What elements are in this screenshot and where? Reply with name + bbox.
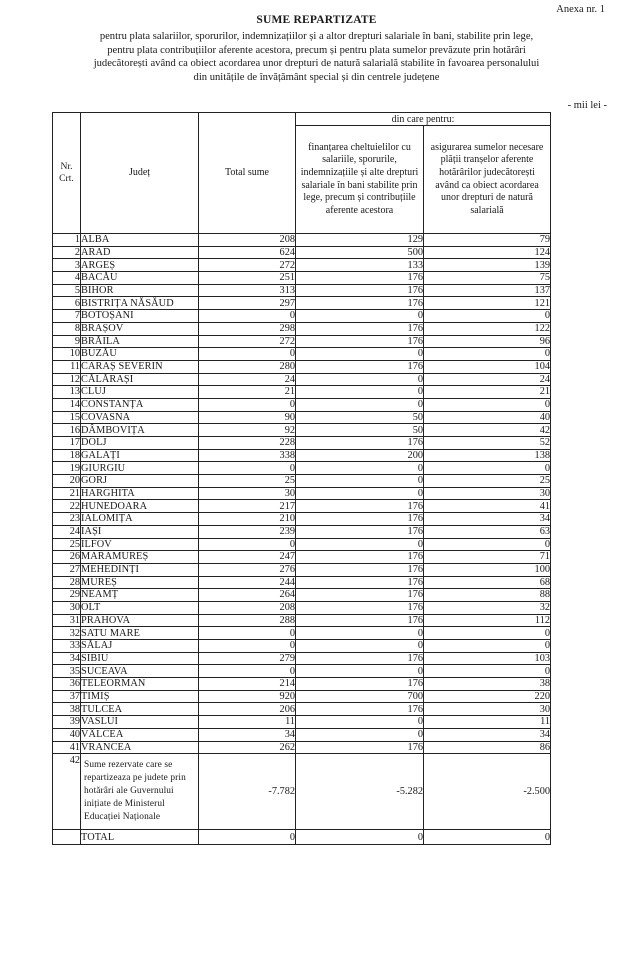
- total-amount: 208: [199, 234, 296, 247]
- court-rulings-amount: 100: [424, 563, 551, 576]
- row-number: 31: [53, 614, 81, 627]
- total-amount: 208: [199, 601, 296, 614]
- allocation-table: [52, 112, 551, 845]
- table-row: [53, 652, 551, 665]
- salary-funding-amount: 176: [296, 360, 424, 373]
- salary-funding-amount: 176: [296, 589, 424, 602]
- row-number: 26: [53, 551, 81, 564]
- table-body: [53, 234, 551, 845]
- row-number: 15: [53, 411, 81, 424]
- row-number: 5: [53, 284, 81, 297]
- salary-funding-amount: 176: [296, 297, 424, 310]
- salary-funding-amount: 176: [296, 652, 424, 665]
- total-amount: 920: [199, 690, 296, 703]
- subtitle-line: judecătorești având ca obiect acordarea unor drepturi de natură salarială stabilite în favoarea personalului: [93, 58, 540, 70]
- table-row: [53, 360, 551, 373]
- salary-funding-amount: 176: [296, 525, 424, 538]
- court-rulings-amount: 103: [424, 652, 551, 665]
- total-amount: 298: [199, 322, 296, 335]
- court-rulings-amount: 86: [424, 741, 551, 754]
- table-row: [53, 310, 551, 323]
- total-amount: 34: [199, 728, 296, 741]
- row-number: 34: [53, 652, 81, 665]
- court-rulings-amount: 0: [424, 627, 551, 640]
- court-rulings-amount: 25: [424, 475, 551, 488]
- county-name: SIBIU: [81, 652, 199, 665]
- table-row: [53, 284, 551, 297]
- reserve-label: Sume rezervate care se repartizeaza pe judete prin hotărâri ale Guvernului inițiate de Ministerul Educației Naționale: [81, 754, 199, 830]
- salary-funding-amount: 176: [296, 513, 424, 526]
- salary-funding-amount: 0: [296, 398, 424, 411]
- total-label: TOTAL: [81, 830, 199, 845]
- subtitle-line: din unitățile de învățământ special și din centrele județene: [193, 71, 440, 83]
- total-amount: 210: [199, 513, 296, 526]
- court-rulings-amount: 0: [424, 348, 551, 361]
- row-number: 35: [53, 665, 81, 678]
- salary-funding-amount: 0: [296, 627, 424, 640]
- salary-funding-amount: 0: [296, 538, 424, 551]
- row-number: 22: [53, 500, 81, 513]
- county-name: CARAȘ SEVERIN: [81, 360, 199, 373]
- row-number: 25: [53, 538, 81, 551]
- total-amount: 25: [199, 475, 296, 488]
- total-amount: 24: [199, 373, 296, 386]
- salary-funding-amount: 176: [296, 322, 424, 335]
- table-row: [53, 703, 551, 716]
- table-row: [53, 297, 551, 310]
- row-number: 12: [53, 373, 81, 386]
- total-amount: 264: [199, 589, 296, 602]
- table-row: [53, 538, 551, 551]
- table-row: [53, 272, 551, 285]
- court-rulings-amount: 124: [424, 246, 551, 259]
- header-nr: Nr. Crt.: [53, 113, 81, 234]
- row-number: 16: [53, 424, 81, 437]
- total-amount: 244: [199, 576, 296, 589]
- table-row: [53, 614, 551, 627]
- document-subtitle: [30, 30, 603, 84]
- county-name: CĂLĂRAȘI: [81, 373, 199, 386]
- table-row: [53, 576, 551, 589]
- salary-funding-amount: 50: [296, 424, 424, 437]
- total-amount: 30: [199, 487, 296, 500]
- row-number: 38: [53, 703, 81, 716]
- county-name: IALOMIȚA: [81, 513, 199, 526]
- court-rulings-amount: 122: [424, 322, 551, 335]
- court-rulings-amount: 112: [424, 614, 551, 627]
- salary-funding-amount: 176: [296, 678, 424, 691]
- row-number: 33: [53, 640, 81, 653]
- county-name: OLT: [81, 601, 199, 614]
- total-amount: 228: [199, 437, 296, 450]
- county-name: GIURGIU: [81, 462, 199, 475]
- salary-funding-amount: 0: [296, 462, 424, 475]
- county-name: BACĂU: [81, 272, 199, 285]
- salary-funding-amount: 129: [296, 234, 424, 247]
- table-row: [53, 411, 551, 424]
- salary-funding-amount: 0: [296, 716, 424, 729]
- total-amount: 262: [199, 741, 296, 754]
- salary-funding-amount: 176: [296, 284, 424, 297]
- table-row: [53, 259, 551, 272]
- total-amount: 90: [199, 411, 296, 424]
- salary-funding-amount: 700: [296, 690, 424, 703]
- county-name: CONSTANȚA: [81, 398, 199, 411]
- table-row: [53, 437, 551, 450]
- total-amount: 0: [199, 398, 296, 411]
- court-rulings-amount: 0: [424, 830, 551, 845]
- county-name: CLUJ: [81, 386, 199, 399]
- county-name: BUZĂU: [81, 348, 199, 361]
- court-rulings-amount: 88: [424, 589, 551, 602]
- table-row: [53, 475, 551, 488]
- court-rulings-amount: 34: [424, 513, 551, 526]
- row-number: 11: [53, 360, 81, 373]
- table-row: [53, 500, 551, 513]
- empty-cell: [53, 830, 81, 845]
- court-rulings-amount: 79: [424, 234, 551, 247]
- total-amount: -7.782: [199, 754, 296, 830]
- county-name: ALBA: [81, 234, 199, 247]
- document-title: SUME REPARTIZATE: [256, 14, 377, 26]
- row-number: 36: [53, 678, 81, 691]
- table-row: [53, 424, 551, 437]
- table-row: [53, 525, 551, 538]
- row-number: 10: [53, 348, 81, 361]
- court-rulings-amount: 38: [424, 678, 551, 691]
- total-amount: 280: [199, 360, 296, 373]
- table-row: [53, 563, 551, 576]
- court-rulings-amount: 75: [424, 272, 551, 285]
- row-number: 6: [53, 297, 81, 310]
- court-rulings-amount: 220: [424, 690, 551, 703]
- salary-funding-amount: 176: [296, 437, 424, 450]
- row-number: 14: [53, 398, 81, 411]
- court-rulings-amount: 30: [424, 487, 551, 500]
- row-number: 3: [53, 259, 81, 272]
- total-amount: 288: [199, 614, 296, 627]
- salary-funding-amount: 0: [296, 475, 424, 488]
- salary-funding-amount: 0: [296, 386, 424, 399]
- row-number: 7: [53, 310, 81, 323]
- salary-funding-amount: 0: [296, 728, 424, 741]
- total-amount: 0: [199, 538, 296, 551]
- header-total: Total sume: [199, 113, 296, 234]
- salary-funding-amount: 50: [296, 411, 424, 424]
- total-amount: 279: [199, 652, 296, 665]
- table-row: [53, 462, 551, 475]
- county-name: ARAD: [81, 246, 199, 259]
- county-name: DÂMBOVIȚA: [81, 424, 199, 437]
- county-name: MARAMUREȘ: [81, 551, 199, 564]
- court-rulings-amount: 104: [424, 360, 551, 373]
- row-number: 32: [53, 627, 81, 640]
- county-name: SATU MARE: [81, 627, 199, 640]
- row-number: 20: [53, 475, 81, 488]
- court-rulings-amount: 40: [424, 411, 551, 424]
- court-rulings-amount: 139: [424, 259, 551, 272]
- total-amount: 92: [199, 424, 296, 437]
- row-number: 19: [53, 462, 81, 475]
- table-row: [53, 589, 551, 602]
- row-number: 4: [53, 272, 81, 285]
- table-row: [53, 513, 551, 526]
- court-rulings-amount: 71: [424, 551, 551, 564]
- row-number: 21: [53, 487, 81, 500]
- row-number: 18: [53, 449, 81, 462]
- row-number: 40: [53, 728, 81, 741]
- county-name: PRAHOVA: [81, 614, 199, 627]
- total-amount: 21: [199, 386, 296, 399]
- header-din-care: din care pentru:: [296, 113, 551, 126]
- salary-funding-amount: 500: [296, 246, 424, 259]
- county-name: GALAȚI: [81, 449, 199, 462]
- salary-funding-amount: 0: [296, 665, 424, 678]
- court-rulings-amount: 0: [424, 398, 551, 411]
- county-name: MUREȘ: [81, 576, 199, 589]
- table-row: [53, 741, 551, 754]
- row-number: 17: [53, 437, 81, 450]
- row-number: 27: [53, 563, 81, 576]
- court-rulings-amount: 0: [424, 665, 551, 678]
- row-number: 41: [53, 741, 81, 754]
- county-name: MEHEDINȚI: [81, 563, 199, 576]
- salary-funding-amount: 176: [296, 500, 424, 513]
- subtitle-line: pentru plata contribuțiilor aferente acestora, precum și pentru plata sumelor prevăzute prin hotărâri: [107, 44, 526, 56]
- total-amount: 214: [199, 678, 296, 691]
- salary-funding-amount: 0: [296, 830, 424, 845]
- subtitle-line: pentru plata salariilor, sporurilor, indemnizațiilor și a altor drepturi salariale în bani, stabilite prin lege,: [99, 31, 534, 42]
- county-name: ILFOV: [81, 538, 199, 551]
- court-rulings-amount: 96: [424, 335, 551, 348]
- total-amount: 239: [199, 525, 296, 538]
- table-row: [53, 322, 551, 335]
- total-amount: 217: [199, 500, 296, 513]
- annex-number: Anexa nr. 1: [556, 4, 605, 15]
- court-rulings-amount: 0: [424, 640, 551, 653]
- table-row: [53, 449, 551, 462]
- court-rulings-amount: 34: [424, 728, 551, 741]
- total-amount: 624: [199, 246, 296, 259]
- court-rulings-amount: 121: [424, 297, 551, 310]
- salary-funding-amount: 176: [296, 703, 424, 716]
- table-row: [53, 487, 551, 500]
- table-row: [53, 373, 551, 386]
- table-row: [53, 665, 551, 678]
- court-rulings-amount: 30: [424, 703, 551, 716]
- county-name: HARGHITA: [81, 487, 199, 500]
- salary-funding-amount: 0: [296, 640, 424, 653]
- court-rulings-amount: 41: [424, 500, 551, 513]
- salary-funding-amount: 0: [296, 348, 424, 361]
- unit-label: - mii lei -: [567, 100, 607, 111]
- salary-funding-amount: -5.282: [296, 754, 424, 830]
- row-number: 30: [53, 601, 81, 614]
- salary-funding-amount: 0: [296, 487, 424, 500]
- court-rulings-amount: 63: [424, 525, 551, 538]
- county-name: SUCEAVA: [81, 665, 199, 678]
- row-number: 23: [53, 513, 81, 526]
- salary-funding-amount: 0: [296, 310, 424, 323]
- reserve-row: [53, 754, 551, 830]
- total-amount: 0: [199, 462, 296, 475]
- salary-funding-amount: 133: [296, 259, 424, 272]
- table-row: [53, 678, 551, 691]
- row-number: 2: [53, 246, 81, 259]
- court-rulings-amount: 52: [424, 437, 551, 450]
- total-amount: 206: [199, 703, 296, 716]
- county-name: TIMIȘ: [81, 690, 199, 703]
- county-name: BRAȘOV: [81, 322, 199, 335]
- salary-funding-amount: 176: [296, 576, 424, 589]
- county-name: COVASNA: [81, 411, 199, 424]
- county-name: DOLJ: [81, 437, 199, 450]
- court-rulings-amount: 138: [424, 449, 551, 462]
- county-name: IAȘI: [81, 525, 199, 538]
- total-amount: 338: [199, 449, 296, 462]
- court-rulings-amount: 32: [424, 601, 551, 614]
- county-name: NEAMȚ: [81, 589, 199, 602]
- row-number: 8: [53, 322, 81, 335]
- total-amount: 0: [199, 640, 296, 653]
- court-rulings-amount: 0: [424, 310, 551, 323]
- header-judet: Județ: [81, 113, 199, 234]
- row-number: 13: [53, 386, 81, 399]
- county-name: BRĂILA: [81, 335, 199, 348]
- court-rulings-amount: 42: [424, 424, 551, 437]
- court-rulings-amount: 68: [424, 576, 551, 589]
- county-name: HUNEDOARA: [81, 500, 199, 513]
- total-row: [53, 830, 551, 845]
- county-name: TELEORMAN: [81, 678, 199, 691]
- salary-funding-amount: 176: [296, 601, 424, 614]
- court-rulings-amount: 0: [424, 462, 551, 475]
- table-row: [53, 627, 551, 640]
- total-amount: 251: [199, 272, 296, 285]
- court-rulings-amount: 11: [424, 716, 551, 729]
- county-name: SĂLAJ: [81, 640, 199, 653]
- salary-funding-amount: 176: [296, 563, 424, 576]
- row-number: 9: [53, 335, 81, 348]
- salary-funding-amount: 176: [296, 335, 424, 348]
- table-row: [53, 246, 551, 259]
- court-rulings-amount: 137: [424, 284, 551, 297]
- total-amount: 0: [199, 627, 296, 640]
- total-amount: 247: [199, 551, 296, 564]
- county-name: ARGEȘ: [81, 259, 199, 272]
- row-number: 29: [53, 589, 81, 602]
- total-amount: 272: [199, 259, 296, 272]
- total-amount: 0: [199, 830, 296, 845]
- county-name: BIHOR: [81, 284, 199, 297]
- row-number: 24: [53, 525, 81, 538]
- table-row: [53, 728, 551, 741]
- total-amount: 11: [199, 716, 296, 729]
- total-amount: 276: [199, 563, 296, 576]
- county-name: BOTOȘANI: [81, 310, 199, 323]
- total-amount: 0: [199, 665, 296, 678]
- row-number: 1: [53, 234, 81, 247]
- row-number: 42: [53, 754, 81, 830]
- total-amount: 297: [199, 297, 296, 310]
- salary-funding-amount: 176: [296, 272, 424, 285]
- table-row: [53, 386, 551, 399]
- table-row: [53, 398, 551, 411]
- row-number: 37: [53, 690, 81, 703]
- county-name: BISTRIȚA NĂSĂUD: [81, 297, 199, 310]
- salary-funding-amount: 176: [296, 614, 424, 627]
- row-number: 28: [53, 576, 81, 589]
- header-col-finantare: finanțarea cheltuielilor cu salariile, sporurile, indemnizațiile și alte drepturi salariale în bani stabilite prin lege, precum și contribuțiile aferente acestora: [296, 126, 424, 234]
- county-name: TULCEA: [81, 703, 199, 716]
- table-row: [53, 640, 551, 653]
- header-col-hotarari: asigurarea sumelor necesare plății tranșelor aferente hotărârilor judecătorești având ca obiect acordarea unor drepturi de natură salarială: [424, 126, 551, 234]
- table-row: [53, 690, 551, 703]
- salary-funding-amount: 0: [296, 373, 424, 386]
- county-name: VASLUI: [81, 716, 199, 729]
- total-amount: 0: [199, 310, 296, 323]
- salary-funding-amount: 176: [296, 741, 424, 754]
- county-name: VRANCEA: [81, 741, 199, 754]
- total-amount: 0: [199, 348, 296, 361]
- total-amount: 313: [199, 284, 296, 297]
- court-rulings-amount: 24: [424, 373, 551, 386]
- table-row: [53, 335, 551, 348]
- table-row: [53, 601, 551, 614]
- table-row: [53, 348, 551, 361]
- table-row: [53, 716, 551, 729]
- total-amount: 272: [199, 335, 296, 348]
- salary-funding-amount: 200: [296, 449, 424, 462]
- table-row: [53, 234, 551, 247]
- salary-funding-amount: 176: [296, 551, 424, 564]
- court-rulings-amount: -2.500: [424, 754, 551, 830]
- court-rulings-amount: 21: [424, 386, 551, 399]
- table-row: [53, 551, 551, 564]
- court-rulings-amount: 0: [424, 538, 551, 551]
- county-name: VÂLCEA: [81, 728, 199, 741]
- county-name: GORJ: [81, 475, 199, 488]
- row-number: 39: [53, 716, 81, 729]
